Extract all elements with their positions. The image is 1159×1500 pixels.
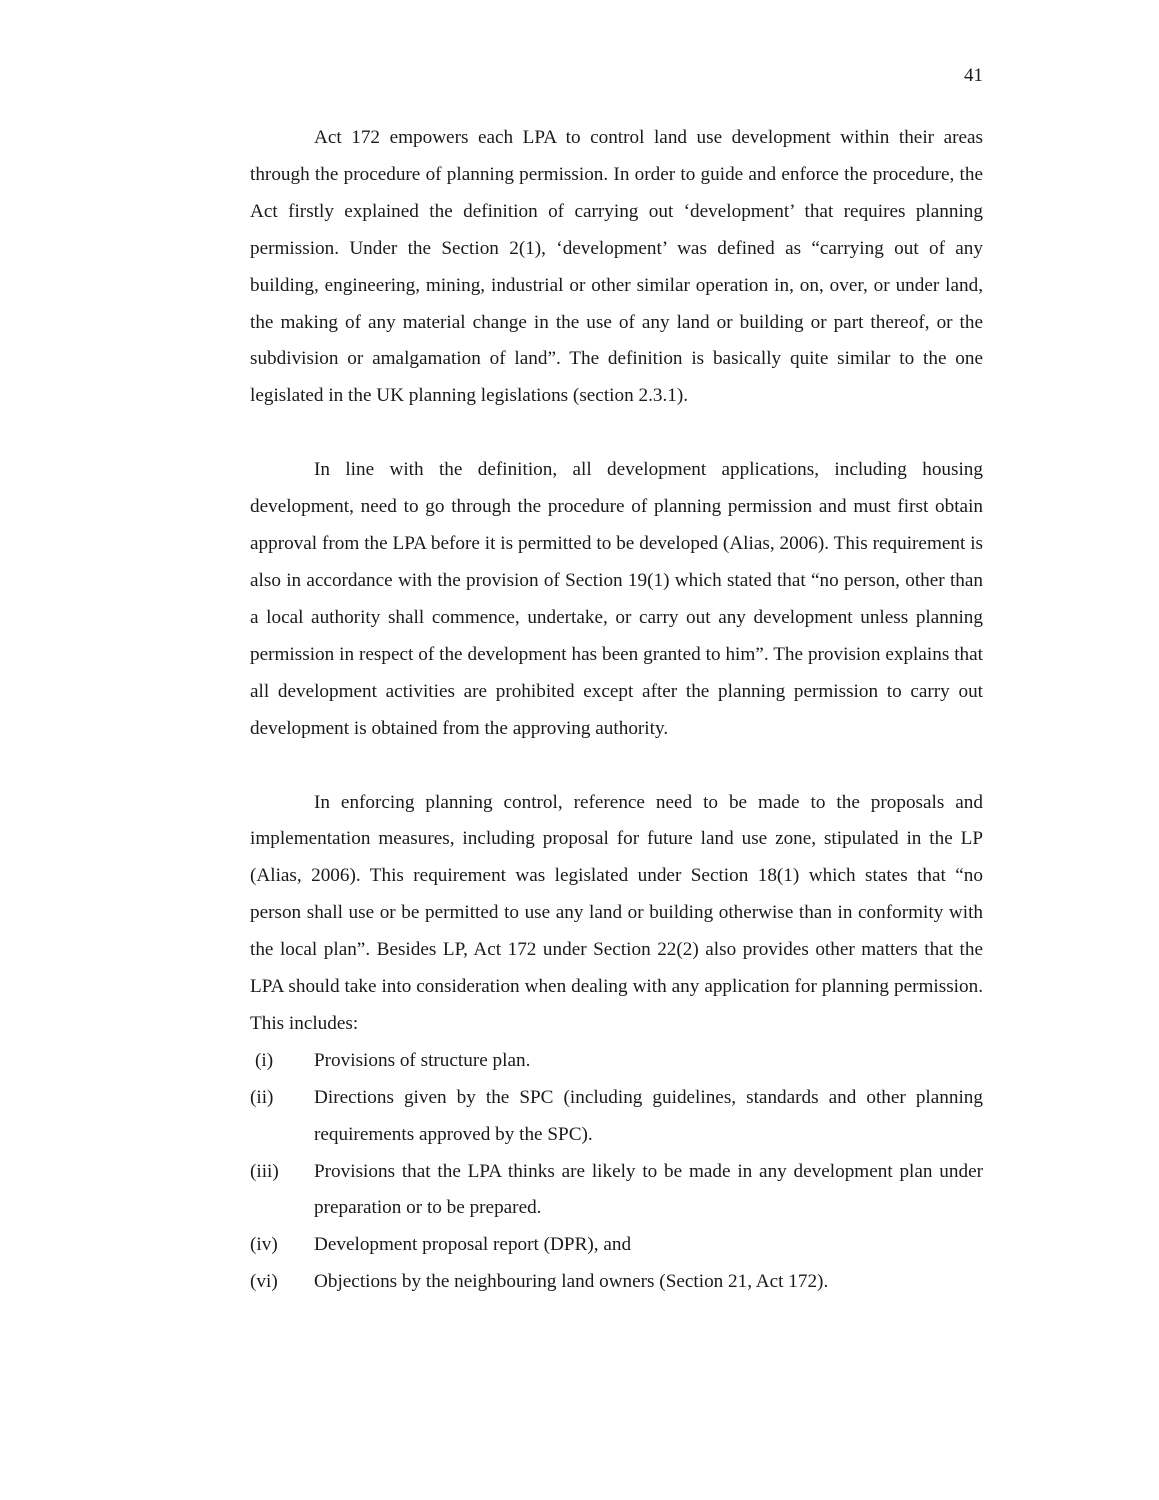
- list-text: Provisions of structure plan.: [314, 1049, 531, 1071]
- list-text: Objections by the neighbouring land owners (Section 21, Act 172).: [314, 1271, 829, 1293]
- list-item: [250, 1154, 983, 1228]
- paragraph-definition: Act 172 empowers each LPA to control land use development within their areas through the procedure of planning permission. In order to guide and enforce the procedure, the Act firstly explained the definition of carrying out ‘development’ that requires planning permission. Under the Section 2(1), ‘development’ was defined as “carrying out of any building, engineering, mining, industrial or other similar operation in, on, over, or under land, the making of any material change in the use of any land or building or part thereof, or the subdivision or amalgamation of land”. The definition is basically quite similar to the one legislated in the UK planning legislations (section 2.3.1).: [250, 127, 983, 407]
- document-body: [250, 120, 983, 1301]
- list-marker: (i): [255, 1049, 274, 1071]
- paragraph-planning-control: In enforcing planning control, reference need to be made to the proposals and implementation measures, including proposal for future land use zone, stipulated in the LP (Alias, 2006). This requirement was legislated under Section 18(1) which states that “no person shall use or be permitted to use any land or building otherwise than in conformity with the local plan”. Besides LP, Act 172 under Section 22(2) also provides other matters that the LPA should take into consideration when dealing with any application for planning permission. This includes:: [250, 791, 983, 1034]
- list-marker: (vi): [250, 1271, 278, 1293]
- list-item: [250, 1080, 983, 1154]
- list-marker: (iii): [250, 1160, 279, 1182]
- list-marker: (ii): [250, 1086, 274, 1108]
- page-number: 41: [964, 65, 983, 86]
- list-text: Directions given by the SPC (including guidelines, standards and other planning requirements approved by the SPC).: [314, 1086, 983, 1145]
- paragraph-planning-permission: In line with the definition, all development applications, including housing development, need to go through the procedure of planning permission and must first obtain approval from the LPA before it is permitted to be developed (Alias, 2006). This requirement is also in accordance with the provision of Section 19(1) which stated that “no person, other than a local authority shall commence, undertake, or carry out any development unless planning permission in respect of the development has been granted to him”. The provision explains that all development activities are prohibited except after the planning permission to carry out development is obtained from the approving authority.: [250, 459, 983, 739]
- list-item: [250, 1227, 983, 1264]
- list-item: [250, 1043, 983, 1080]
- list-marker: (iv): [250, 1234, 278, 1256]
- considerations-list: [250, 1043, 983, 1301]
- list-item: [250, 1264, 983, 1301]
- list-text: Provisions that the LPA thinks are likely to be made in any development plan under preparation or to be prepared.: [314, 1160, 983, 1219]
- list-text: Development proposal report (DPR), and: [314, 1234, 632, 1256]
